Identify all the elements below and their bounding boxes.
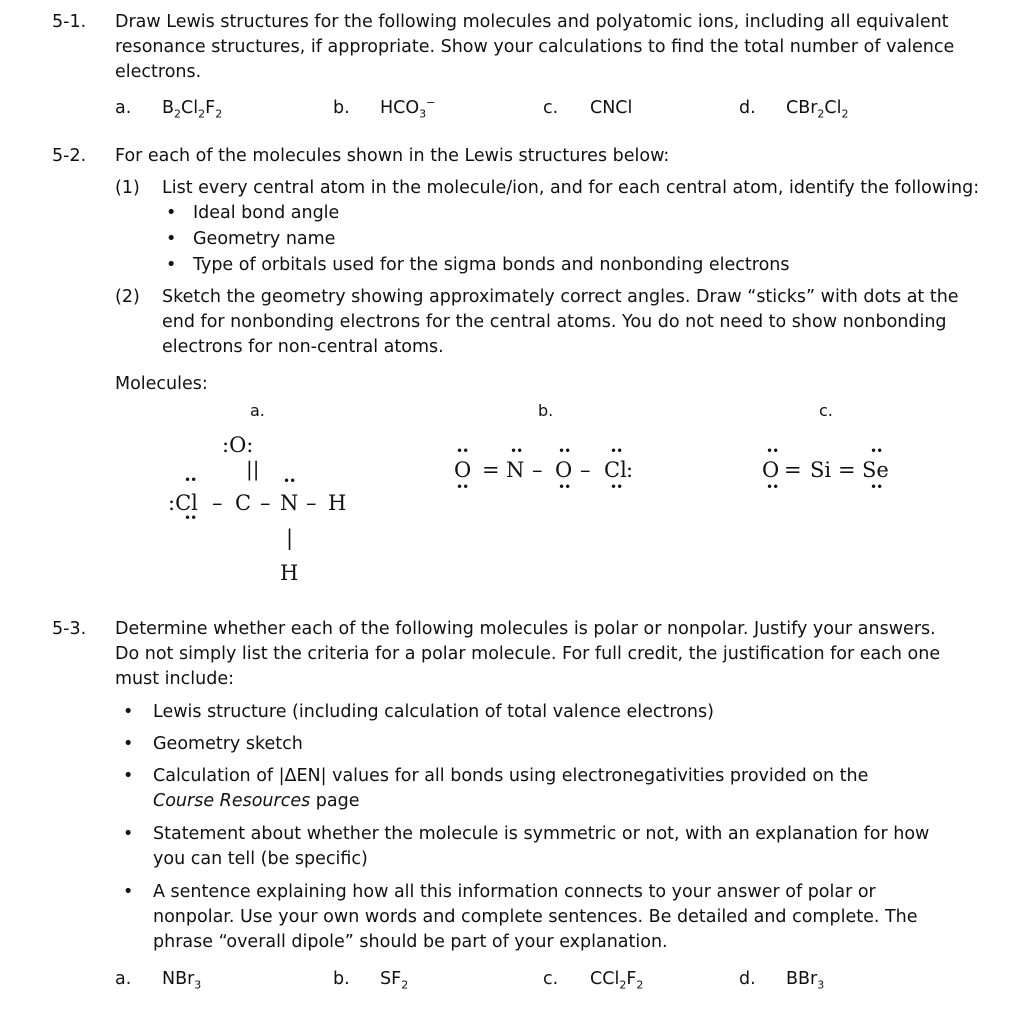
bullet-dot: •: [123, 882, 134, 902]
bullet-dot: •: [123, 734, 134, 754]
q2-bullet-bond-angle: Ideal bond angle: [193, 203, 340, 223]
q3-item-b-letter: b.: [333, 969, 350, 989]
lone-pair-dots: ••: [870, 480, 883, 494]
q3-bullet-geometry: Geometry sketch: [153, 734, 303, 754]
atom-o: O: [454, 458, 472, 482]
q2-part2-text: Sketch the geometry showing approximately correct angles. Draw “sticks” with dots at the end for nonbonding electrons for the central atoms. You do not need to show nonbonding electrons for non-central atoms.: [162, 287, 959, 357]
lewis-structure-b: [450, 445, 670, 505]
atom-c: C: [235, 491, 252, 515]
question-5-2-intro: For each of the molecules shown in the Lewis structures below:: [115, 146, 670, 166]
atom-o: O: [555, 458, 573, 482]
lone-pair-dots: ••: [184, 473, 197, 487]
lewis-structure-a: [160, 430, 380, 590]
lone-pair-dots: ••: [184, 511, 197, 525]
lone-pair-dots: ••: [610, 444, 623, 458]
q2-part1-number: (1): [115, 178, 140, 198]
lone-pair-dots: ••: [766, 480, 779, 494]
question-number-5-1: 5-1.: [52, 12, 87, 32]
q2-bullet-orbitals: Type of orbitals used for the sigma bonds and nonbonding electrons: [193, 255, 790, 275]
lone-pair-dots: ••: [456, 480, 469, 494]
lone-pair-dots: ••: [558, 444, 571, 458]
q1-item-c-formula: CNCl: [590, 98, 633, 118]
bond-n-h-vertical: |: [286, 526, 294, 550]
bond-n-h: –: [306, 491, 317, 515]
lone-pair-dots: ••: [283, 474, 296, 488]
atom-n: N: [506, 458, 525, 482]
atom-cl: :Cl: [168, 491, 198, 515]
bullet-dot: •: [123, 766, 134, 786]
q3-item-a-formula: NBr$_3$: [162, 969, 202, 992]
q3-item-d-letter: d.: [739, 969, 756, 989]
lone-pair-dots: ••: [510, 444, 523, 458]
q3-item-d-formula: BBr$_3$: [786, 969, 825, 992]
question-5-3-text: Determine whether each of the following molecules is polar or nonpolar. Justify your answers. Do not simply list the criteria for a polar molecule. For full credit, the justification for each one must include:: [115, 619, 941, 689]
molecules-label: Molecules:: [115, 374, 208, 394]
q1-item-b-formula: $HCO_3^-$: [380, 96, 436, 121]
q2-bullet-geometry: Geometry name: [193, 229, 336, 249]
q1-item-a-letter: a.: [115, 98, 132, 118]
bond-o-n: =: [482, 458, 500, 482]
bond-cl-c: –: [212, 491, 223, 515]
q1-item-d-formula: $CBr_2Cl_2$: [786, 98, 849, 121]
bullet-dot: •: [123, 702, 134, 722]
atom-se: Se: [862, 458, 889, 482]
bond-o-cl: –: [580, 458, 591, 482]
lone-pair-dots: ••: [766, 444, 779, 458]
lone-pair-dots: ••: [558, 480, 571, 494]
q3-item-b-formula: $SF_2$: [380, 969, 409, 992]
molecule-a-label: a.: [250, 401, 265, 420]
q1-item-d-letter: d.: [739, 98, 756, 118]
question-number-5-2: 5-2.: [52, 146, 87, 166]
bond-c-n: –: [260, 491, 271, 515]
q2-part2-number: (2): [115, 287, 140, 307]
atom-n: N: [280, 491, 299, 515]
bond-si-se: =: [838, 458, 856, 482]
bullet-dot: •: [166, 229, 177, 249]
q1-item-c-letter: c.: [543, 98, 559, 118]
q1-item-a-formula: $B_2Cl_2F_2$: [162, 98, 223, 121]
atom-h: H: [328, 491, 347, 515]
question-5-1-text: Draw Lewis structures for the following molecules and polyatomic ions, including all equivalent resonance structures, if appropriate. Show your calculations to find the total number of valence electrons.: [115, 12, 955, 82]
q1-item-b-letter: b.: [333, 98, 350, 118]
atom-si: Si: [810, 458, 832, 482]
lone-pair-dots: ••: [870, 444, 883, 458]
q2-part1-text: List every central atom in the molecule/ion, and for each central atom, identify the following:: [162, 178, 980, 198]
lone-pair-dots: ••: [456, 444, 469, 458]
q3-item-c-letter: c.: [543, 969, 559, 989]
atom-h: H: [280, 561, 299, 585]
question-number-5-3: 5-3.: [52, 619, 87, 639]
bullet-dot: •: [166, 255, 177, 275]
atom-o: :O:: [222, 433, 254, 457]
lone-pair-dots: ••: [610, 480, 623, 494]
lewis-structure-c: [760, 445, 920, 505]
molecule-b-label: b.: [538, 401, 554, 420]
lone-pair-colon: :: [626, 458, 634, 482]
bond-o-si: =: [784, 458, 802, 482]
molecule-c-label: c.: [819, 401, 833, 420]
q3-bullet-explanation: A sentence explaining how all this information connects to your answer of polar or nonpolar. Use your own words and complete sentences. Be detailed and complete. The phrase “overall dipole” should be part of your explanation.: [153, 882, 918, 952]
bullet-dot: •: [166, 203, 177, 223]
bullet-dot: •: [123, 824, 134, 844]
q3-bullet-lewis: Lewis structure (including calculation of total valence electrons): [153, 702, 714, 722]
double-bond: ||: [246, 457, 260, 481]
atom-o: O: [762, 458, 780, 482]
q3-bullet-delta-en: Calculation of |ΔEN| values for all bonds using electronegativities provided on the Course Resources page: [153, 766, 869, 811]
q3-item-a-letter: a.: [115, 969, 132, 989]
bond-n-o: –: [532, 458, 543, 482]
q3-item-c-formula: $CCl_2F_2$: [590, 969, 644, 992]
q3-bullet-symmetry: Statement about whether the molecule is symmetric or not, with an explanation for how you can tell (be specific): [153, 824, 930, 869]
atom-cl: Cl: [604, 458, 627, 482]
